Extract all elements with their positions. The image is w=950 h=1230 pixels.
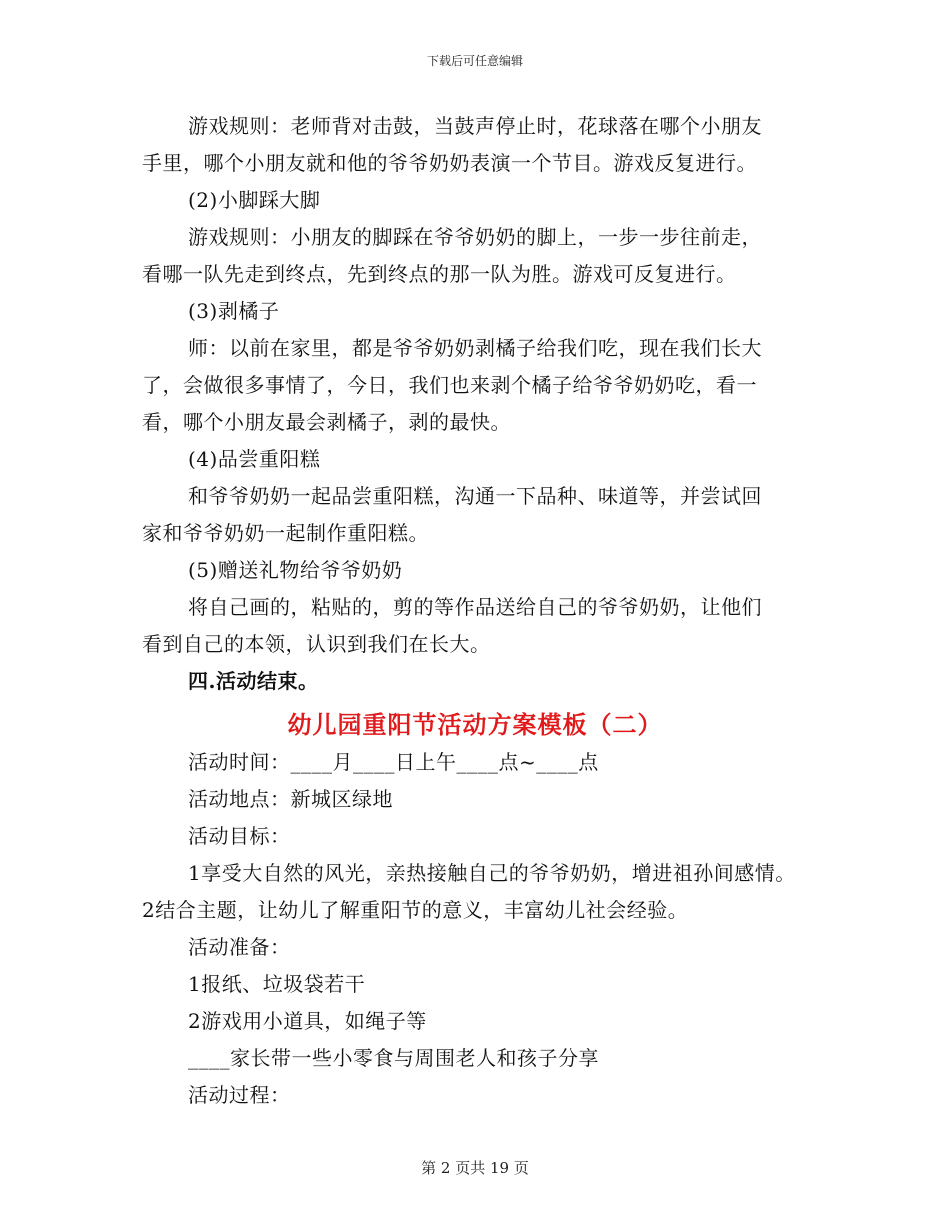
page-header: 下载后可任意编辑 [426, 54, 523, 68]
paragraph-line: 手里，哪个小朋友就和他的爷爷奶奶表演一个节目。游戏反复进行。 [142, 151, 757, 175]
document-title: 幼儿园重阳节活动方案模板（二） [287, 710, 663, 739]
paragraph-line: 1报纸、垃圾袋若干 [188, 972, 366, 996]
paragraph-line: 和爷爷奶奶一起品尝重阳糕，沟通一下品种、味道等，并尝试回 [188, 484, 762, 508]
section-heading: 四.活动结束。 [188, 669, 319, 693]
paragraph-line: 活动目标： [188, 824, 291, 848]
paragraph-line: 2结合主题，让幼儿了解重阳节的意义，丰富幼儿社会经验。 [142, 898, 689, 922]
paragraph-line: 活动准备： [188, 935, 291, 959]
paragraph-line: 游戏规则：老师背对击鼓，当鼓声停止时，花球落在哪个小朋友 [188, 114, 762, 138]
paragraph-line: 将自己画的，粘贴的，剪的等作品送给自己的爷爷奶奶，让他们 [188, 595, 762, 619]
paragraph-line: 活动过程： [188, 1083, 291, 1107]
paragraph-line: 看，哪个小朋友最会剥橘子，剥的最快。 [142, 410, 511, 434]
subheading: (2)小脚踩大脚 [188, 188, 321, 212]
subheading: (4)品尝重阳糕 [188, 447, 321, 471]
page-footer: 第 2 页共 19 页 [421, 1159, 529, 1177]
paragraph-line: 活动地点：新城区绿地 [188, 787, 393, 811]
subheading: (5)赠送礼物给爷爷奶奶 [188, 558, 403, 582]
paragraph-line: 活动时间：____月____日上午____点~____点 [188, 750, 599, 774]
paragraph-line: 师：以前在家里，都是爷爷奶奶剥橘子给我们吃，现在我们长大 [188, 336, 762, 360]
paragraph-line: 游戏规则：小朋友的脚踩在爷爷奶奶的脚上，一步一步往前走， [188, 225, 762, 249]
paragraph-line: ____家长带一些小零食与周围老人和孩子分享 [188, 1046, 599, 1070]
paragraph-line: 家和爷爷奶奶一起制作重阳糕。 [142, 521, 429, 545]
paragraph-line: 看哪一队先走到终点，先到终点的那一队为胜。游戏可反复进行。 [142, 262, 737, 286]
paragraph-line: 了，会做很多事情了，今日，我们也来剥个橘子给爷爷奶奶吃，看一 [142, 373, 757, 397]
paragraph-line: 看到自己的本领，认识到我们在长大。 [142, 632, 491, 656]
paragraph-line: 2游戏用小道具，如绳子等 [188, 1009, 427, 1033]
paragraph-line: 1享受大自然的风光，亲热接触自己的爷爷奶奶，增进祖孙间感情。 [188, 861, 796, 885]
subheading: (3)剥橘子 [188, 299, 280, 323]
